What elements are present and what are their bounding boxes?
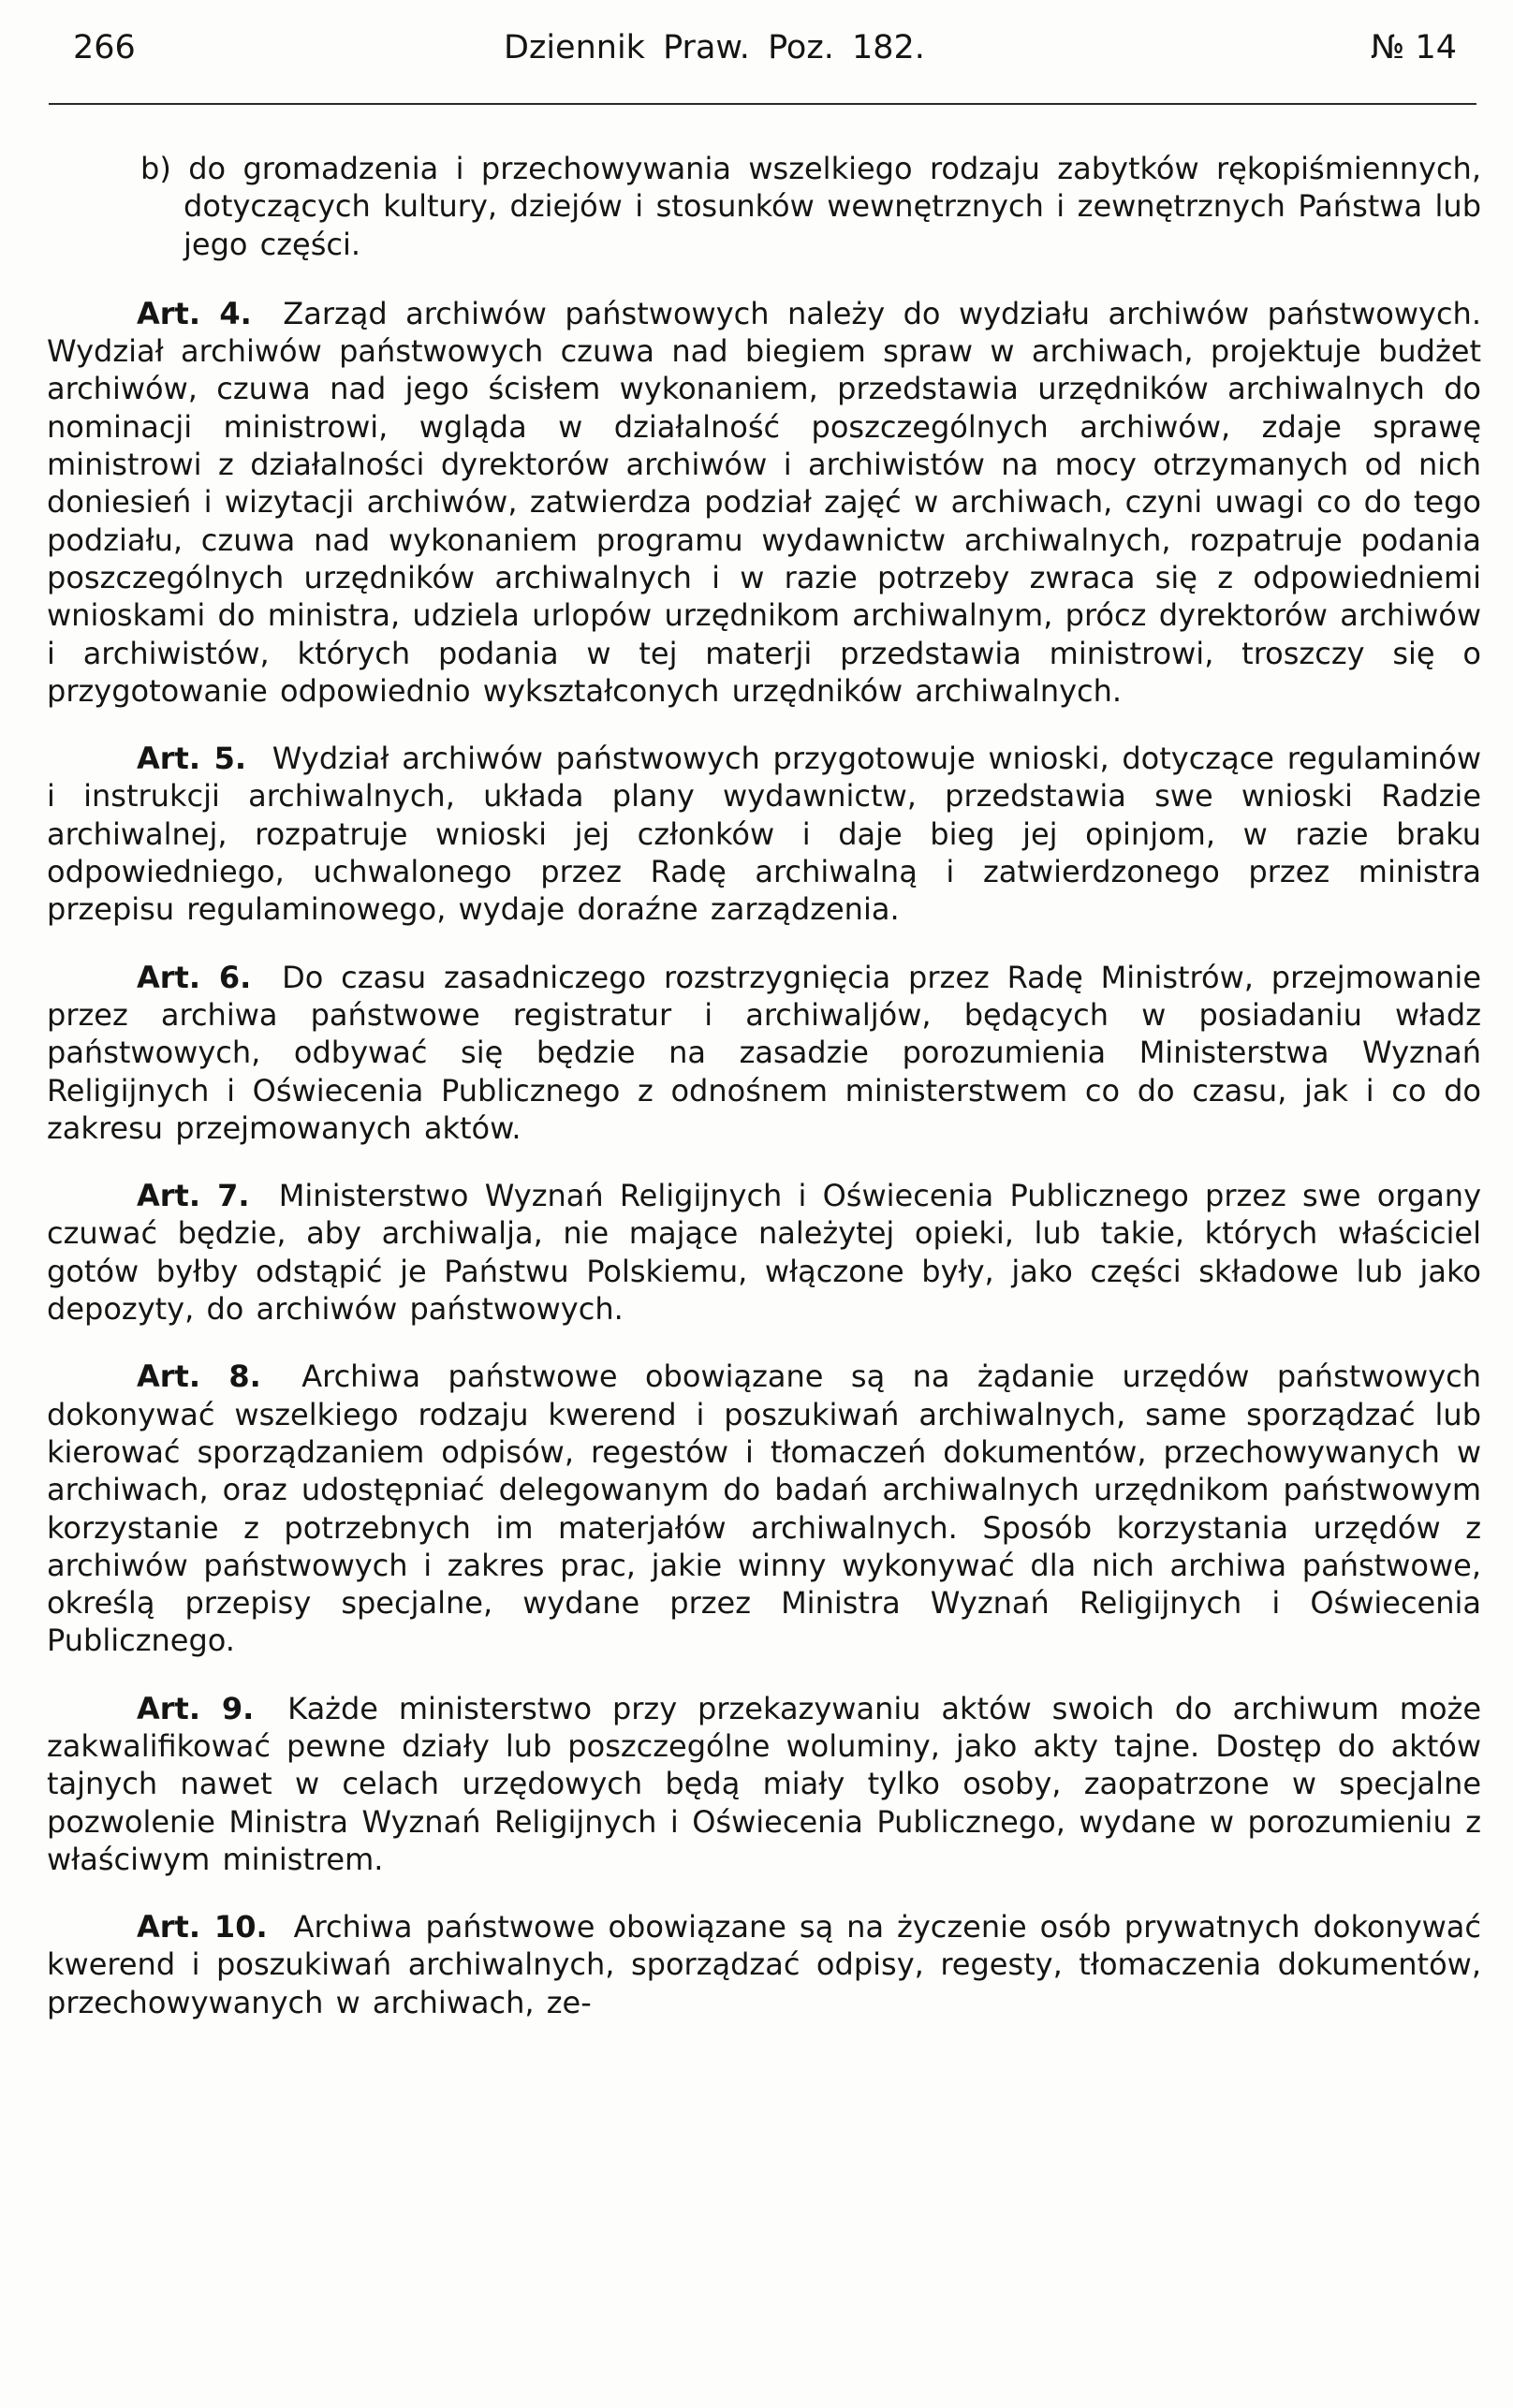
article-7 [47,1177,1481,1328]
article-8 [47,1358,1481,1659]
article-text: Archiwa państwowe obowiązane są na żądanie urzędów państwowych dokonywać wszelkiego rodzaju kwerend i poszukiwań archiwalnych, same sporządzać lub kierować sporządzaniem odpisów, regestów i tłomaczeń dokumentów, przechowywanych w archiwach, oraz udostępniać delegowanym do badań archiwalnych urzędnikom państwowym korzystanie z potrzebnych im materjałów archiwalnych. Sposób korzystania urzędów z archiwów państwowych i zakres prac, jakie winny wykonywać dla nich archiwa państwowe, określą przepisy specjalne, wydane przez Ministra Wyznań Religijnych i Oświecenia Publicznego. [47,1358,1482,1659]
article-9 [47,1690,1481,1878]
page-header [73,24,1457,71]
article-5 [47,740,1481,928]
list-item-b [47,150,1481,263]
article-label: Art. 8. [137,1358,261,1395]
article-text: Do czasu zasadniczego rozstrzygnięcia przez Radę Ministrów, przejmowanie przez archiwa państwowe registratur i archiwaljów, będących w posiadaniu władz państwowych, odbywać się będzie na zasadzie porozumienia Ministerstwa Wyznań Religijnych i Oświecenia Publicznego z odnośnem ministerstwem co do czasu, jak i co do zakresu przejmowanych aktów. [47,959,1482,1146]
article-label: Art. 5. [137,741,247,777]
document-body [47,150,1481,2051]
header-title [504,24,925,71]
item-text: do gromadzenia i przechowywania wszelkiego rodzaju zabytków rękopiśmiennych, dotyczących kultury, dziejów i stosunków wewnętrznych i zewnętrznych Państwa lub jego części. [184,151,1482,262]
page-number: 266 [73,29,136,66]
publication-name: Dziennik Praw. [504,29,750,66]
article-text: Zarząd archiwów państwowych należy do wydziału archiwów państwowych. Wydział archiwów państwowych czuwa nad biegiem spraw w archiwach, projektuje budżet archiwów, czuwa nad jego ścisłem wykonaniem, przedstawia urzędników archiwalnych do nominacji ministrowi, wgląda w działalność poszczególnych archiwów, zdaje sprawę ministrowi z działalności dyrektorów archiwów i archiwistów na mocy otrzymanych od nich doniesień i wizytacji archiwów, zatwierdza podział zajęć w archiwach, czyni uwagi co do tego podziału, czuwa nad wykonaniem programu wydawnictw archiwalnych, rozpatruje podania poszczególnych urzędników archiwalnych i w razie potrzeby zwraca się z odpowiedniemi wnioskami do ministra, udziela urlopów urzędnikom archiwalnym, prócz dyrektorów archiwów i archiwistów, których podania w tej materji przedstawia ministrowi, troszczy się o przygotowanie odpowiednio wykształconych urzędników archiwalnych. [47,295,1482,709]
article-label: Art. 4. [137,295,252,331]
article-text: Każde ministerstwo przy przekazywaniu aktów swoich do archiwum może zakwalifikować pewne działy lub poszczególne woluminy, jako akty tajne. Dostęp do aktów tajnych nawet w celach urzędowych będą miały tylko osoby, zaopatrzone w specjalne pozwolenie Ministra Wyznań Religijnych i Oświecenia Publicznego, wydane w porozumieniu z właściwym ministrem. [47,1690,1482,1877]
article-text: Ministerstwo Wyznań Religijnych i Oświecenia Publicznego przez swe organy czuwać będzie, aby archiwalja, nie mające należytej opieki, lub takie, których właściciel gotów byłby odstąpić je Państwu Polskiemu, włączone były, jako części składowe lub jako depozyty, do archiwów państwowych. [47,1178,1482,1328]
position-number: Poz. 182. [768,29,925,66]
article-label: Art. 9. [137,1690,255,1726]
issue-number: № 14 [1370,29,1457,66]
article-4 [47,295,1481,710]
header-rule [49,103,1476,105]
article-6 [47,959,1481,1147]
article-label: Art. 6. [137,959,252,995]
article-text: Archiwa państwowe obowiązane są na życzenie osób prywatnych dokonywać kwerend i poszukiwań archiwalnych, sporządzać odpisy, regesty, tłomaczenia dokumentów, przechowywanych w archiwach, ze- [47,1909,1482,2020]
item-marker: b) [140,151,171,186]
article-10 [47,1908,1481,2021]
article-label: Art. 7. [137,1178,250,1214]
article-text: Wydział archiwów państwowych przygotowuje wnioski, dotyczące regulaminów i instrukcji archiwalnych, układa plany wydawnictw, przedstawia swe wnioski Radzie archiwalnej, rozpatruje wnioski jej członków i daje bieg jej opinjom, w razie braku odpowiedniego, uchwalonego przez Radę archiwalną i zatwierdzonego przez ministra przepisu regulaminowego, wydaje doraźne zarządzenia. [47,741,1482,928]
article-label: Art. 10. [137,1909,268,1945]
